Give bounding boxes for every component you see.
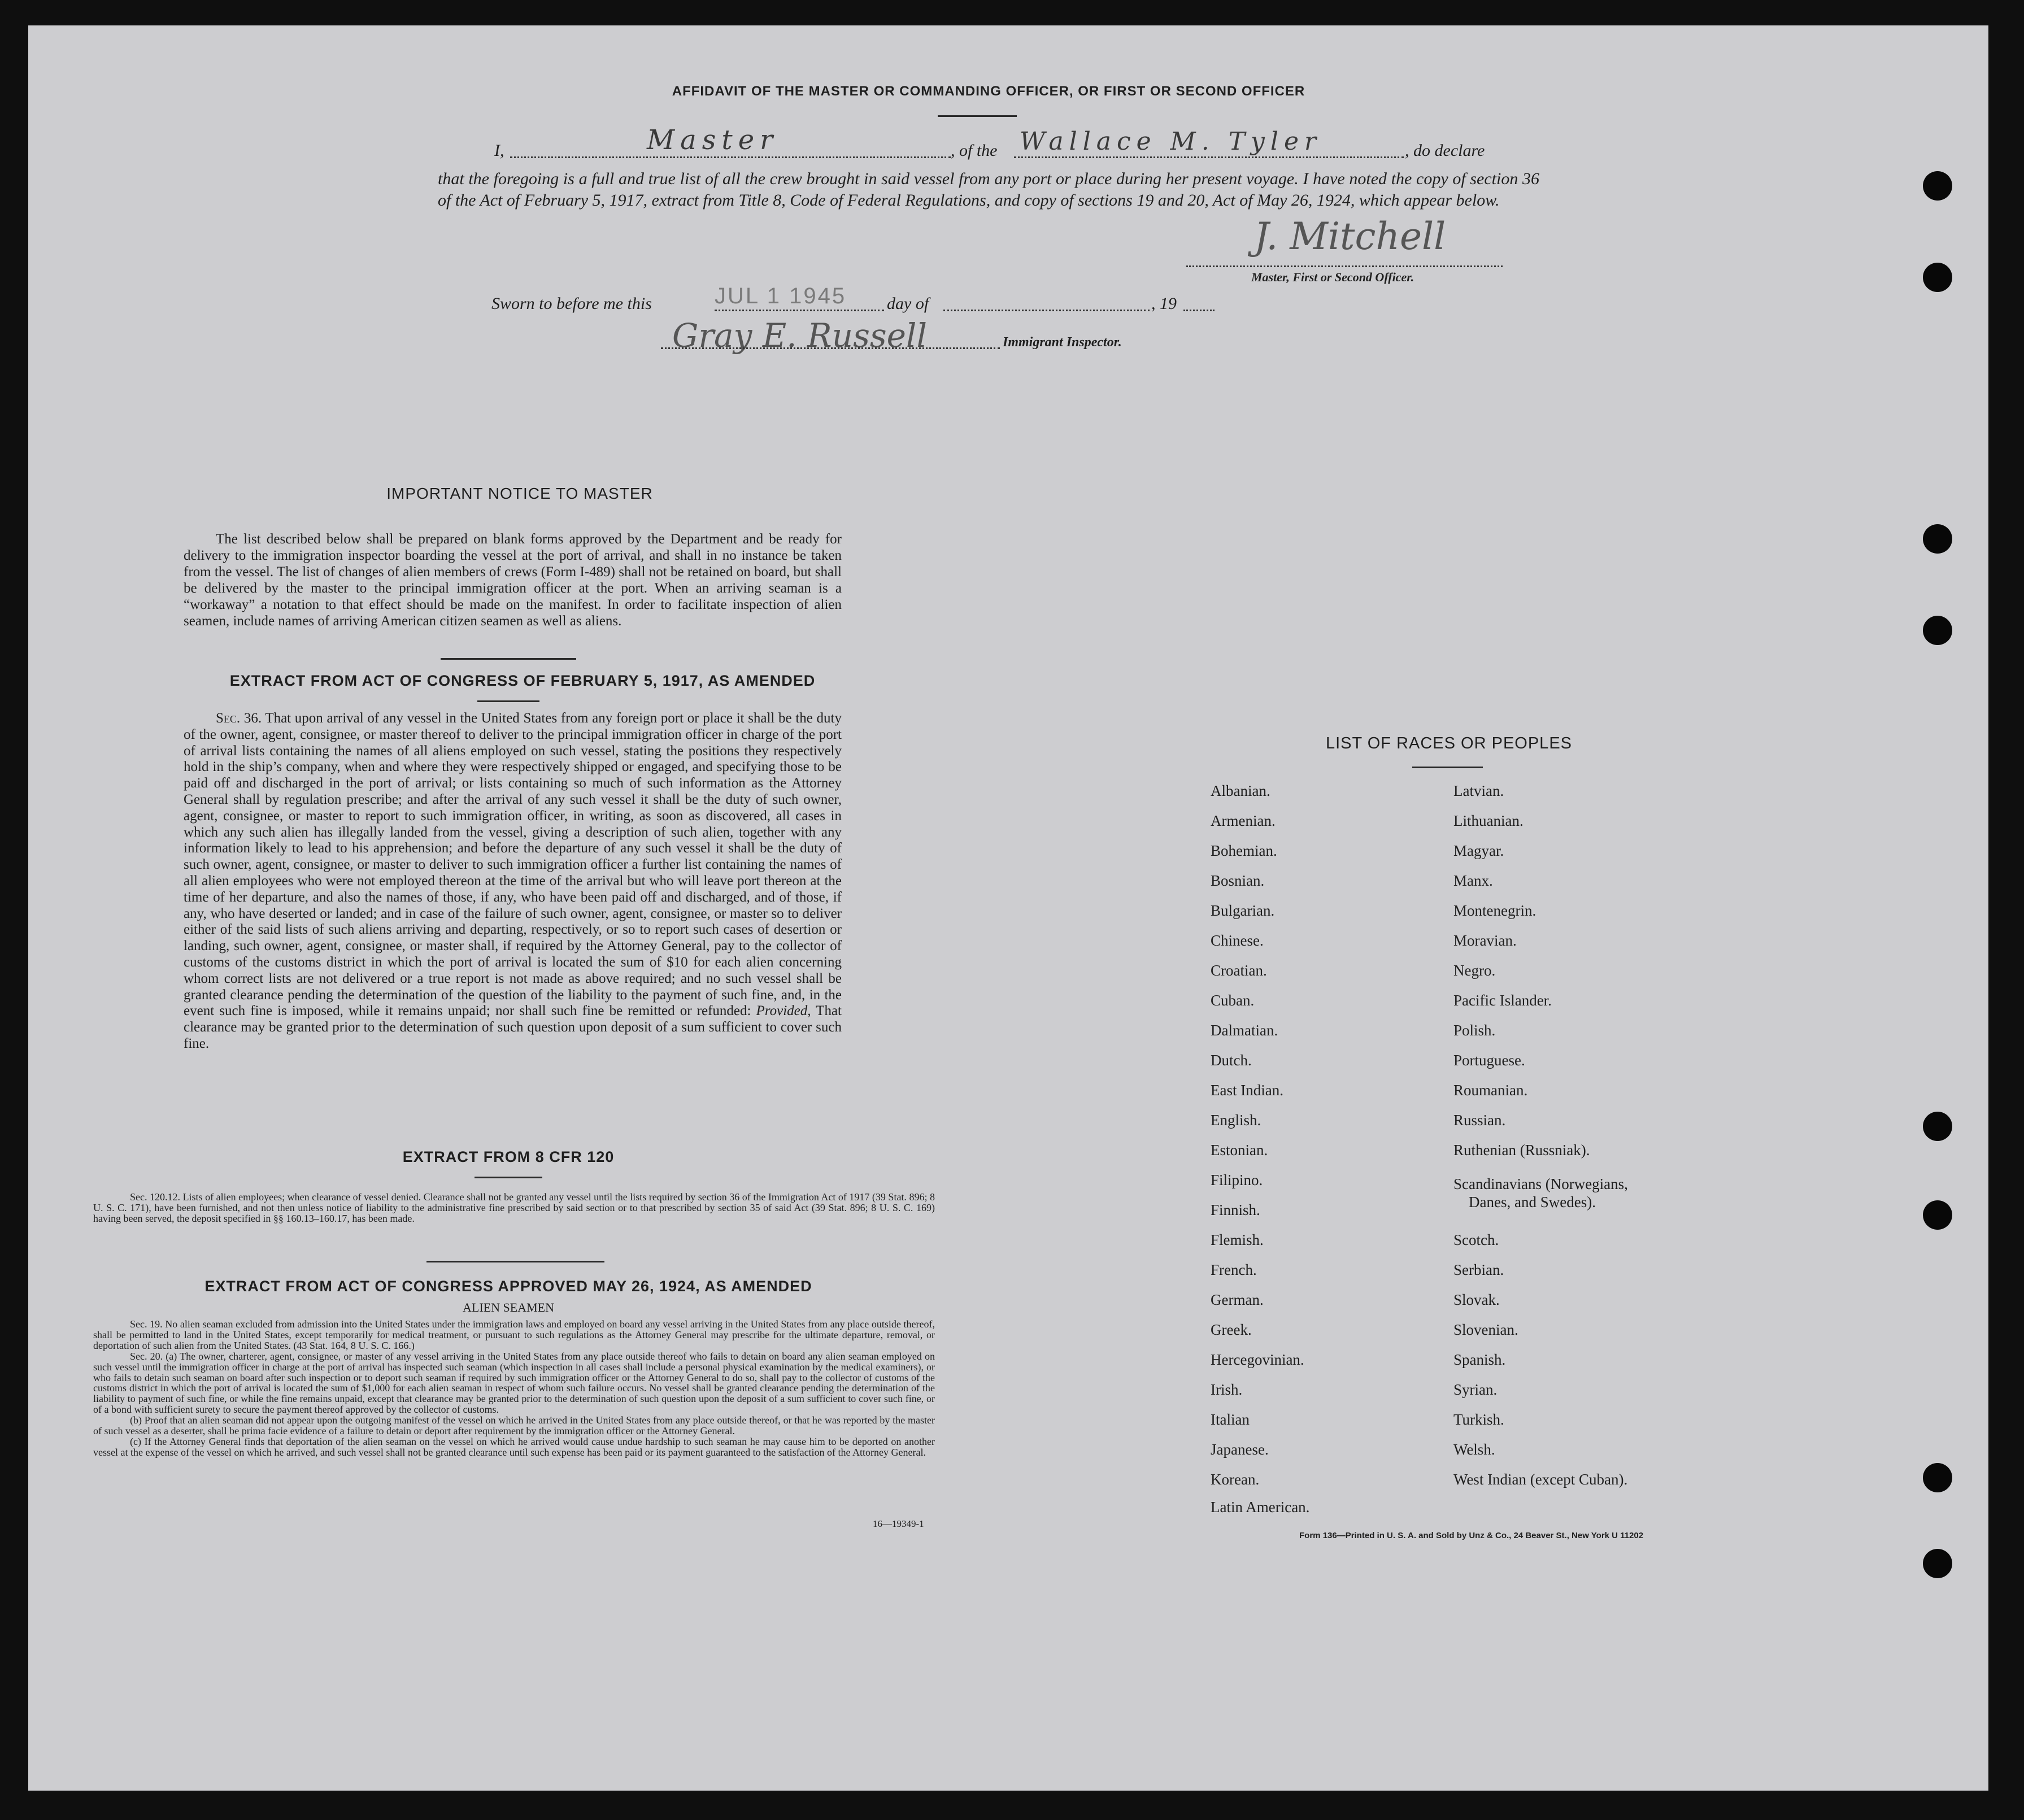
divider [441, 658, 576, 660]
race-item: Bosnian. [1211, 872, 1265, 889]
race-item: Finnish. [1211, 1201, 1260, 1218]
form-footer: Form 136—Printed in U. S. A. and Sold by Unz & Co., 24 Beaver St., New York U 11202 [1299, 1531, 1644, 1540]
extract-cfr-heading: EXTRACT FROM 8 CFR 120 [402, 1148, 615, 1165]
sec19-text: Sec. 19. No alien seaman excluded from admission into the United States under the immigration laws and employed on board any vessel arriving in the United States from any place outside thereof, shall be permitted to land in the United States, except temporarily for medical treatment, or pursuant to such regulations as the Attorney General may prescribe for the ultimate departure, removal, or deportation of such alien from the United States. (43 Stat. 164, 8 U. S. C. 166.) [93, 1318, 935, 1351]
i-prefix: I, [494, 141, 504, 160]
year-line [1183, 310, 1215, 311]
binder-hole [1923, 524, 1952, 554]
race-item: Latvian. [1453, 782, 1504, 799]
race-item: Irish. [1211, 1381, 1243, 1398]
race-item: Montenegrin. [1453, 902, 1537, 919]
race-item: Ruthenian (Russniak). [1453, 1142, 1590, 1159]
race-item: Slovenian. [1453, 1321, 1518, 1338]
signature-line [1186, 265, 1503, 267]
form-code: 16—19349-1 [873, 1518, 924, 1529]
race-item: Turkish. [1453, 1411, 1504, 1428]
race-item: Latin American. [1211, 1499, 1310, 1516]
race-item: Chinese. [1211, 932, 1264, 949]
race-item: Syrian. [1453, 1381, 1498, 1398]
inspector-caption: Immigrant Inspector. [1003, 335, 1122, 350]
alien-seamen-subheading: ALIEN SEAMEN [463, 1300, 554, 1314]
sworn-prefix: Sworn to before me this [491, 294, 652, 313]
race-item: Bohemian. [1211, 842, 1277, 859]
name-handwritten: Master [647, 124, 779, 156]
date-stamp: JUL 1 1945 [715, 284, 847, 308]
race-item: Filipino. [1211, 1172, 1263, 1188]
race-item: Hercegovinian. [1211, 1351, 1304, 1368]
race-item: Croatian. [1211, 962, 1267, 979]
date-line [715, 310, 884, 311]
signature-caption: Master, First or Second Officer. [1251, 270, 1414, 284]
race-item: Danes, and Swedes). [1469, 1194, 1596, 1211]
race-item: Japanese. [1211, 1441, 1269, 1458]
race-item: German. [1211, 1291, 1264, 1308]
race-item: Slovak. [1453, 1291, 1500, 1308]
extract-1924-heading: EXTRACT FROM ACT OF CONGRESS APPROVED MAY 26, 1924, AS AMENDED [204, 1278, 812, 1295]
race-item: Cuban. [1211, 992, 1255, 1009]
notice-heading: IMPORTANT NOTICE TO MASTER [386, 485, 653, 502]
provided-word: Provided, [756, 1003, 811, 1019]
sec36-label: Sec. 36. [216, 711, 262, 726]
race-item: West Indian (except Cuban). [1453, 1471, 1628, 1488]
race-item: Greek. [1211, 1321, 1252, 1338]
sec20a-text: Sec. 20. (a) The owner, charterer, agent, consignee, or master of any vessel arriving in the United States from any place outside thereof who fails to detain on board any alien seaman employed on such vessel until the immigration officer in charge at the port of arrival has inspected such seaman (which inspection in all cases shall include a personal physical examination by the medical examiners), or who fails to detain such seaman on board after such inspection or to deport such seaman if required by such immigration officer or the Attorney General to do so, shall pay to the collector of customs of the customs district in which the port of arrival is located the sum of $1,000 for each alien seaman in respect of whom such failure occurs. No vessel shall be granted clearance pending the determination of the liability to payment of such fine, or while the fine remains unpaid, except that clearance may be granted prior to the determination of such question upon the deposit of a sum sufficient to cover such fine, or of a bond with sufficient surety to secure the payment thereof approved by the collector of customs. [93, 1350, 935, 1416]
races-heading: LIST OF RACES OR PEOPLES [1325, 734, 1573, 752]
race-item: Magyar. [1453, 842, 1504, 859]
sec36-text: That upon arrival of any vessel in the United States from any foreign port or place it shall be the duty of the owner, agent, consignee, or master thereof to deliver to the principal immigration officer in charge of the port of arrival lists containing the names of all aliens employed on such vessel, stating the positions they respectively hold in the ship’s company, when and where they were respectively shipped or engaged, and specifying those to be paid off and discharged in the port of arrival; or lists containing so much of such information as the Attorney General shall by regulation prescribe; and after the arrival of any such vessel it shall be the duty of such owner, agent, consignee, or master to report to such immigration officer, in writing, as soon as discovered, all cases in which any such alien has illegally landed from the vessel, giving a description of such alien, together with any information likely to lead to his apprehension; and before the departure of any such vessel it shall be the duty of such owner, agent, consignee, or master to deliver to such immigration officer a further list containing the names of all alien employees who were not employed thereon at the time of the arrival but who will leave port thereon at the time of her departure, and also the names of those, if any, who have been paid off and discharged, and of those, if any, who have deserted or landed; and in case of the failure of such owner, agent, consignee, or master so to deliver either of the said lists of such aliens arriving and departing, respectively, or so to report such cases of desertion or landing, such owner, agent, consignee, or master shall, if required by the Attorney General, pay to the collector of customs of the customs district in which the port of arrival is located the sum of $10 for each alien concerning whom correct lists are not delivered or a true report is not made as above required; and no such vessel shall be granted clearance pending the determination of the question of the liability to the payment of such fine, and, in the event such fine is imposed, while it remains unpaid; nor shall such fine be remitted or refunded: [184, 711, 842, 1019]
of-the-label: , of the [951, 141, 998, 160]
race-item: Roumanian. [1453, 1082, 1528, 1099]
divider [1412, 767, 1483, 768]
month-line [943, 310, 1150, 311]
divider [475, 1177, 542, 1178]
race-item: Serbian. [1453, 1261, 1504, 1278]
race-item: Korean. [1211, 1471, 1260, 1488]
race-item: Lithuanian. [1453, 812, 1524, 829]
race-item: English. [1211, 1112, 1261, 1129]
signature-mark: J. Mitchell [1254, 215, 1446, 258]
race-item: Scotch. [1453, 1231, 1499, 1248]
divider [426, 1261, 604, 1262]
sworn-line [491, 285, 1215, 314]
year-prefix: , 19 [1151, 294, 1177, 313]
vessel-line [1014, 156, 1404, 158]
divider [477, 700, 539, 702]
race-item: Russian. [1453, 1112, 1506, 1129]
race-item: Spanish. [1453, 1351, 1506, 1368]
race-item: Dutch. [1211, 1052, 1252, 1069]
race-item: Italian [1211, 1411, 1250, 1428]
sec36-text-end: That clearance may be granted prior to the determination of such question upon deposit of a sum sufficient to cover such fine. [184, 1003, 842, 1051]
race-item: Moravian. [1453, 932, 1517, 949]
race-item: French. [1211, 1261, 1257, 1278]
race-item: East Indian. [1211, 1082, 1283, 1099]
inspector-mark: Gray E. Russell [672, 316, 928, 355]
inspector-line [661, 347, 1000, 349]
name-line [510, 156, 951, 158]
race-item: Portuguese. [1453, 1052, 1525, 1069]
affidavit-name-line [494, 123, 1545, 163]
declaration-text: that the foregoing is a full and true list of all the crew brought in said vessel from any port or place during her present voyage. I have noted the copy of section 36 of the Act of February 5, 1917, extract from Title 8, Code of Federal Regulations, and copy of sections 19 and 20, Act of May 26, 1924, which appear below. [438, 169, 1539, 210]
binder-hole [1923, 616, 1952, 645]
day-of-label: day of [887, 294, 929, 313]
race-item: Dalmatian. [1211, 1022, 1278, 1039]
vessel-handwritten: Wallace M. Tyler [1020, 127, 1322, 156]
race-item: Scandinavians (Norwegians, [1453, 1175, 1628, 1192]
extract-1924-body [93, 1319, 935, 1458]
sec20b-text: (b) Proof that an alien seaman did not appear upon the outgoing manifest of the vessel on which he arrived in the United States from any place outside thereof, or that he was reported by the master of such vessel as a deserter, shall be prima facie evidence of a failure to detain or deport after requirement by the immigration officer or the Attorney General. [93, 1414, 935, 1437]
notice-body: The list described below shall be prepared on blank forms approved by the Department and be ready for delivery to the immigration inspector boarding the vessel at the port of arrival, and shall in no instance be taken from the vessel. The list of changes of alien members of crews (Form I-489) shall not be retained on board, but shall be delivered by the master to the principal immigration officer at the port. When an arriving seaman is a “workaway” a notation to that effect should be made on the manifest. In order to facilitate inspection of alien seamen, include names of arriving American citizen seamen as well as aliens. [184, 532, 842, 629]
race-item: Welsh. [1453, 1441, 1495, 1458]
divider [938, 115, 1017, 117]
race-item: Polish. [1453, 1022, 1496, 1039]
binder-hole [1923, 1463, 1952, 1492]
binder-hole [1923, 263, 1952, 292]
extract-1917-heading: EXTRACT FROM ACT OF CONGRESS OF FEBRUARY 5, 1917, AS AMENDED [229, 672, 816, 689]
race-item: Pacific Islander. [1453, 992, 1552, 1009]
race-item: Estonian. [1211, 1142, 1268, 1159]
binder-hole [1923, 1200, 1952, 1230]
race-item: Armenian. [1211, 812, 1276, 829]
race-item: Albanian. [1211, 782, 1270, 799]
binder-hole [1923, 1549, 1952, 1578]
extract-1917-body [184, 711, 842, 1052]
extract-cfr-body: Sec. 120.12. Lists of alien employees; when clearance of vessel denied. Clearance shall not be granted any vessel until the lists required by section 36 of the Immigration Act of 1917 (39 Stat. 896; 8 U. S. C. 171), have been furnished, and not then unless notice of liability to the administrative fine prescribed by said section or to that prescribed by section 35 of said Act (39 Stat. 896; 8 U. S. C. 169) having been served, the deposit specified in §§ 160.13–160.17, has been made. [93, 1191, 935, 1224]
race-item: Manx. [1453, 872, 1493, 889]
race-item: Negro. [1453, 962, 1496, 979]
race-item: Flemish. [1211, 1231, 1264, 1248]
binder-hole [1923, 1112, 1952, 1141]
affidavit-title: AFFIDAVIT OF THE MASTER OR COMMANDING OFFICER, OR FIRST OR SECOND OFFICER [672, 84, 1305, 99]
binder-hole [1923, 171, 1952, 201]
do-declare-label: , do declare [1405, 141, 1485, 160]
sec20c-text: (c) If the Attorney General finds that deportation of the alien seaman on the vessel on which he arrived would cause undue hardship to such seaman he may cause him to be deported on another vessel at the expense of the vessel on which he arrived, and such vessel shall not be granted clearance until such expense has been paid or its payment guaranteed to the satisfaction of the Attorney General. [93, 1435, 935, 1458]
race-item: Bulgarian. [1211, 902, 1275, 919]
